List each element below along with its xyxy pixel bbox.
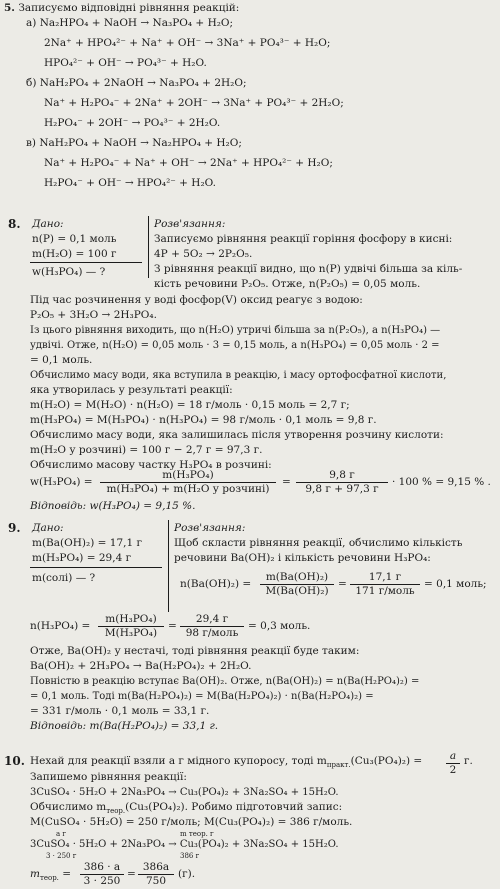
problem-5-header xyxy=(4,2,239,15)
p5-b-line2: Na⁺ + H₂PO₄⁻ + 2Na⁺ + 2OH⁻ → 3Na⁺ + PO₄³⁻ + 2H₂O; xyxy=(44,97,344,109)
p5-b-label: б) xyxy=(26,77,37,89)
p10-l7-fraction-1-numerator: 386 · a xyxy=(80,861,124,875)
p9-formula-2-denominator-a: M(H₃PO₄) xyxy=(104,627,158,639)
p9-formula-2-lhs: n(H₃PO₄) = xyxy=(30,620,91,632)
p10-l7-eq: = xyxy=(62,868,72,880)
p5-a-line3: HPO₄²⁻ + OH⁻ → PO₄³⁻ + H₂O. xyxy=(44,57,207,69)
p8-fraction-2 xyxy=(296,469,388,496)
p8-given-divider xyxy=(148,216,149,278)
p10-l6-under-b: 386 г xyxy=(180,852,200,860)
p8-s4: кість речовини P₂O₅. Отже, n(P₂O₅) = 0,05 моль. xyxy=(154,278,421,290)
p10-l7-eq2: = xyxy=(127,868,136,880)
p5-a-line2: 2Na⁺ + HPO₄²⁻ + Na⁺ + OH⁻ → 3Na⁺ + PO₄³⁻ + H₂O; xyxy=(44,37,331,49)
p9-formula-2-fraction-a xyxy=(98,613,164,640)
p9-formula-2-numerator-b: 29,4 г xyxy=(180,613,244,627)
p8-s3: З рівняння реакції видно, що n(P) удвічі більша за кіль- xyxy=(154,263,463,275)
p9-formula-2-rhs: = 0,3 моль. xyxy=(248,620,311,632)
p9-formula-1-fraction-b xyxy=(350,571,420,598)
p8-l7: яка утворилась у результаті реакції: xyxy=(30,384,233,396)
p9-l3: Повністю в реакцію вступає Ba(OH)₂. Отже, n(Ba(OH)₂) = n(Ba(H₂PO₄)₂) = xyxy=(30,676,420,687)
p9-s1: Щоб скласти рівняння реакції, обчислимо кількість xyxy=(174,537,463,549)
p8-fraction-1-numerator: m(H₃PO₄) xyxy=(100,469,276,483)
p8-given-rule xyxy=(30,262,142,263)
p10-l7-fraction-1 xyxy=(80,861,124,888)
p9-formula-1-eq: = xyxy=(338,578,347,590)
p10-l1-formula: (Cu₃(PO₄)₂) = xyxy=(350,755,423,767)
p5-c-line2: Na⁺ + H₂PO₄⁻ + Na⁺ + OH⁻ → 2Na⁺ + HPO₄²⁻ + H₂O; xyxy=(44,157,333,169)
p10-l1-subscript: практ. xyxy=(326,761,351,770)
p10-l1-fraction-denominator: 2 xyxy=(449,764,457,776)
p5-a1-eq: Na₂HPO₄ + NaOH → Na₃PO₄ + H₂O; xyxy=(39,17,234,29)
p10-l7-fraction-2-numerator: 386a xyxy=(138,861,174,875)
p5-b-line3: H₂PO₄⁻ + 2OH⁻ → PO₄³⁻ + 2H₂O. xyxy=(44,117,221,129)
p9-formula-2-eq: = xyxy=(168,620,177,632)
p8-given-1: n(P) = 0,1 моль xyxy=(32,233,117,245)
p9-l5: = 331 г/моль · 0,1 моль = 33,1 г. xyxy=(30,705,210,717)
p8-l12: Обчислимо масову частку H₃PO₄ в розчині: xyxy=(30,459,272,471)
p8-answer: Відповідь: w(H₃PO₄) = 9,15 %. xyxy=(30,500,196,512)
p9-formula-1-numerator-a: m(Ba(OH)₂) xyxy=(260,571,334,585)
p10-l4-subscript: теор. xyxy=(106,807,126,816)
p5-c-label: в) xyxy=(26,137,37,149)
p9-given-2: m(H₃PO₄) = 29,4 г xyxy=(32,552,132,564)
p10-l6-under-a: 3 · 250 г xyxy=(46,852,77,860)
p10-l2: Запишемо рівняння реакції: xyxy=(30,771,187,783)
p8-formula-rhs: · 100 % = 9,15 % . xyxy=(392,476,491,488)
p8-fraction-2-numerator: 9,8 г xyxy=(296,469,388,483)
p10-l1 xyxy=(30,755,422,772)
p9-formula-1-denominator-a: M(Ba(OH)₂) xyxy=(265,585,329,597)
p9-formula-1-lhs: n(Ba(OH)₂) = xyxy=(180,578,252,590)
p10-l1-unit: г. xyxy=(464,755,473,767)
p5-c-line1 xyxy=(26,137,242,150)
p8-l9: m(H₃PO₄) = M(H₃PO₄) · n(H₃PO₄) = 98 г/моль · 0,1 моль = 9,8 г. xyxy=(30,414,377,426)
p9-answer: Відповідь: m(Ba(H₂PO₄)₂) = 33,1 г. xyxy=(30,720,219,732)
p8-find: w(H₃PO₄) — ? xyxy=(32,266,106,278)
p10-l7-fraction-2-denominator: 750 xyxy=(145,875,167,887)
p10-l6: 3CuSO₄ · 5H₂O + 2Na₃PO₄ → Cu₃(PO₄)₂ + 3Na₂SO₄ + 15H₂O. xyxy=(30,839,339,850)
p9-formula-2-numerator-a: m(H₃PO₄) xyxy=(98,613,164,627)
p9-solution-title: Розв'язання: xyxy=(174,522,246,534)
p8-formula-eq: = xyxy=(282,476,291,488)
p8-fraction-1 xyxy=(100,469,276,496)
p9-given-divider xyxy=(168,520,169,612)
p9-formula-1-fraction-a xyxy=(260,571,334,598)
problem-9-number: 9. xyxy=(8,521,21,535)
p9-s2: речовини Ba(OH)₂ і кількість речовини H₃PO₄: xyxy=(174,552,431,564)
p8-l1: Під час розчинення у воді фосфор(V) оксид реагує з водою: xyxy=(30,294,363,306)
p9-formula-1-rhs: = 0,1 моль; xyxy=(424,578,487,590)
p10-l4-text: Обчислимо m xyxy=(30,801,107,813)
p10-l7-fraction-2 xyxy=(138,861,174,888)
p9-l1: Отже, Ba(OH)₂ у нестачі, тоді рівняння реакції буде таким: xyxy=(30,645,360,657)
p9-formula-2-denominator-b: 98 г/моль xyxy=(185,627,239,639)
p9-find: m(солі) — ? xyxy=(32,572,96,584)
p8-s1: Записуємо рівняння реакції горіння фосфору в кисні: xyxy=(154,233,453,245)
p9-formula-1-denominator-b: 171 г/моль xyxy=(355,585,415,597)
p8-l6: Обчислимо масу води, яка вступила в реакцію, і масу ортофосфатної кислоти, xyxy=(30,370,447,381)
p10-l4-end: (Cu₃(PO₄)₂). Робимо підготовчий запис: xyxy=(125,801,343,813)
p8-formula-lhs: w(H₃PO₄) = xyxy=(30,476,93,488)
problem-5-number: 5. xyxy=(4,2,15,14)
p8-l10: Обчислимо масу води, яка залишилась після утворення розчину кислоти: xyxy=(30,429,444,441)
p9-formula-1-numerator-b: 17,1 г xyxy=(350,571,420,585)
p10-l7-m: m xyxy=(30,868,40,880)
p10-l3: 3CuSO₄ · 5H₂O + 2Na₃PO₄ → Cu₃(PO₄)₂ + 3Na₂SO₄ + 15H₂O. xyxy=(30,787,339,798)
p8-fraction-1-denominator: m(H₃PO₄) + m(H₂O у розчині) xyxy=(106,483,270,495)
p10-l7-unit: (г). xyxy=(178,868,196,880)
p8-l5: = 0,1 моль. xyxy=(30,354,93,366)
p8-given-2: m(H₂O) = 100 г xyxy=(32,248,117,260)
p5-c-line3: H₂PO₄⁻ + OH⁻ → HPO₄²⁻ + H₂O. xyxy=(44,177,217,189)
p10-l7-subscript: теор. xyxy=(39,874,59,883)
p5-a-line1 xyxy=(26,17,233,30)
p8-l4: удвічі. Отже, n(H₂O) = 0,05 моль · 3 = 0,15 моль, а n(H₃PO₄) = 0,05 моль · 2 = xyxy=(30,340,440,351)
p10-l1-text: Нехай для реакції взяли a г мідного купоросу, тоді m xyxy=(30,755,327,767)
p10-l1-fraction-numerator: a xyxy=(446,750,460,764)
problem-8-number: 8. xyxy=(8,217,21,231)
p9-l2: Ba(OH)₂ + 2H₃PO₄ → Ba(H₂PO₄)₂ + 2H₂O. xyxy=(30,660,252,672)
p5-c1-eq: NaH₂PO₄ + NaOH → Na₂HPO₄ + H₂O; xyxy=(39,137,242,149)
p9-given-rule xyxy=(30,567,162,568)
p10-l5-under-a: a г xyxy=(56,830,67,838)
p10-l5: M(CuSO₄ · 5H₂O) = 250 г/моль; M(Cu₃(PO₄)₂) = 386 г/моль. xyxy=(30,816,353,828)
p8-s2: 4P + 5O₂ → 2P₂O₅. xyxy=(154,248,253,260)
p8-l8: m(H₂O) = M(H₂O) · n(H₂O) = 18 г/моль · 0,15 моль = 2,7 г; xyxy=(30,399,350,411)
p8-l2: P₂O₅ + 3H₂O → 2H₃PO₄. xyxy=(30,309,157,321)
problem-5-title: Записуємо відповідні рівняння реакцій: xyxy=(18,2,240,14)
p8-fraction-2-denominator: 9,8 г + 97,3 г xyxy=(305,483,379,495)
p9-formula-2-fraction-b xyxy=(180,613,244,640)
p9-given-1: m(Ba(OH)₂) = 17,1 г xyxy=(32,537,142,549)
p8-l3: Із цього рівняння виходить, що n(H₂O) утричі більша за n(P₂O₅), а n(H₃PO₄) — xyxy=(30,325,441,336)
p10-l5-under-b: m теор. г xyxy=(180,830,214,838)
p5-b-line1 xyxy=(26,77,247,90)
p8-given-title: Дано: xyxy=(32,218,64,230)
p9-given-title: Дано: xyxy=(32,522,64,534)
p9-l4: = 0,1 моль. Тоді m(Ba(H₂PO₄)₂) = M(Ba(H₂PO₄)₂) · n(Ba(H₂PO₄)₂) = xyxy=(30,691,374,702)
p8-l11: m(H₂O у розчині) = 100 г − 2,7 г = 97,3 г. xyxy=(30,444,263,456)
p5-b1-eq: NaH₂PO₄ + 2NaOH → Na₃PO₄ + 2H₂O; xyxy=(39,77,247,89)
problem-10-number: 10. xyxy=(4,754,25,768)
p5-a-label: а) xyxy=(26,17,37,29)
p8-solution-title: Розв'язання: xyxy=(154,218,226,230)
p10-l7-lhs xyxy=(30,868,71,885)
p10-l1-fraction xyxy=(446,750,460,777)
p10-l7-fraction-1-denominator: 3 · 250 xyxy=(83,875,121,887)
